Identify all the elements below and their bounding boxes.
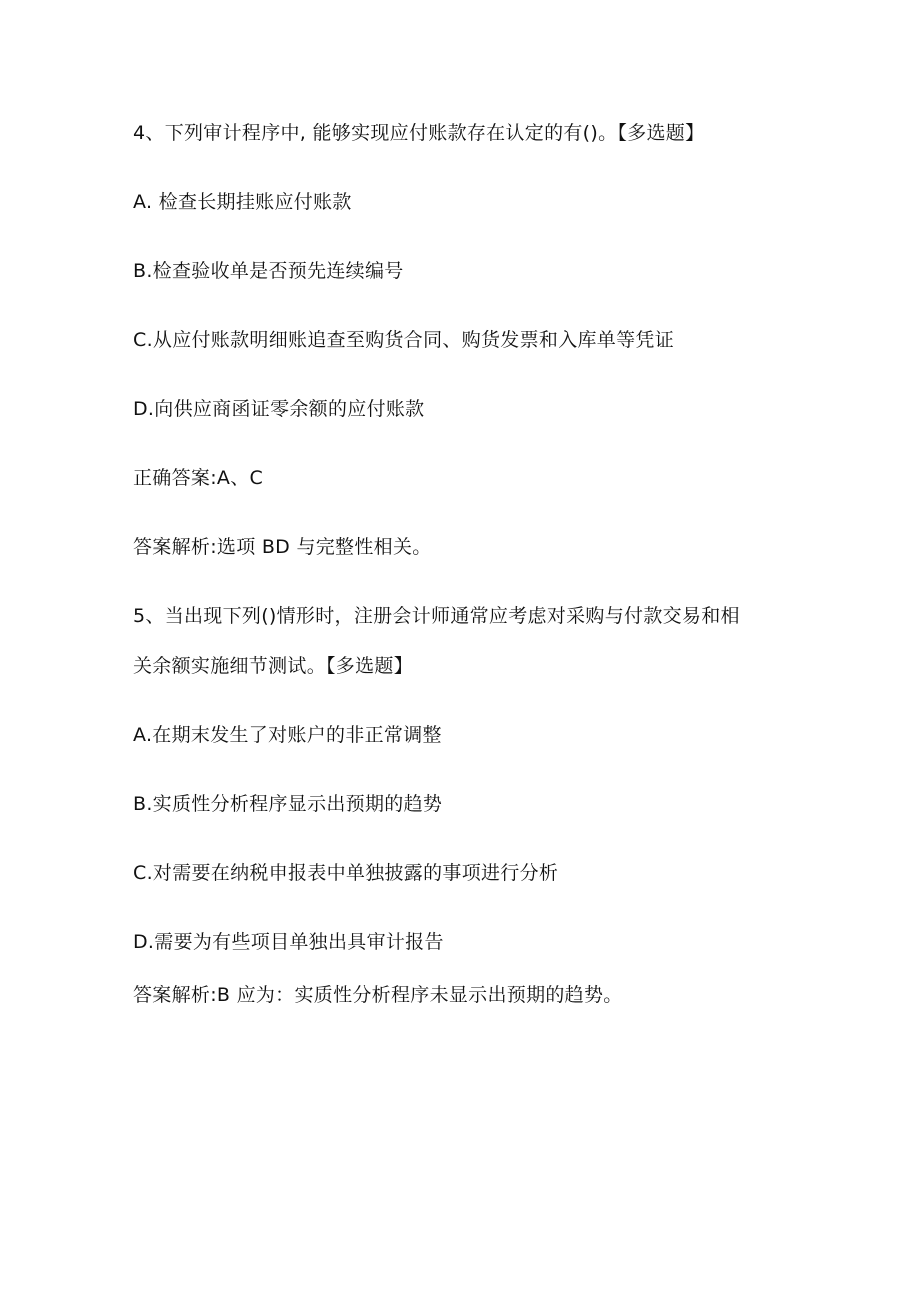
q4-option-a: A. 检查长期挂账应付账款 [133,191,352,213]
q5-option-d: D.需要为有些项目单独出具审计报告 [133,931,444,953]
q5-stem-line2: 关余额实施细节测试。【多选题】 [133,655,414,677]
q5-option-b: B.实质性分析程序显示出预期的趋势 [133,793,443,815]
q4-stem: 4、下列审计程序中, 能够实现应付账款存在认定的有()。【多选题】 [133,122,705,144]
q4-option-b: B.检查验收单是否预先连续编号 [133,260,404,282]
q5-option-c: C.对需要在纳税申报表中单独披露的事项进行分析 [133,862,559,884]
q5-stem-line1: 5、当出现下列()情形时，注册会计师通常应考虑对采购与付款交易和相 [133,605,740,627]
q5-analysis: 答案解析:B 应为：实质性分析程序未显示出预期的趋势。 [133,984,623,1006]
q5-option-a: A.在期末发生了对账户的非正常调整 [133,724,442,746]
q4-option-d: D.向供应商函证零余额的应付账款 [133,398,425,420]
q4-analysis: 答案解析:选项 BD 与完整性相关。 [133,536,432,558]
q4-answer: 正确答案:A、C [133,467,264,489]
q4-option-c: C.从应付账款明细账追查至购货合同、购货发票和入库单等凭证 [133,329,675,351]
